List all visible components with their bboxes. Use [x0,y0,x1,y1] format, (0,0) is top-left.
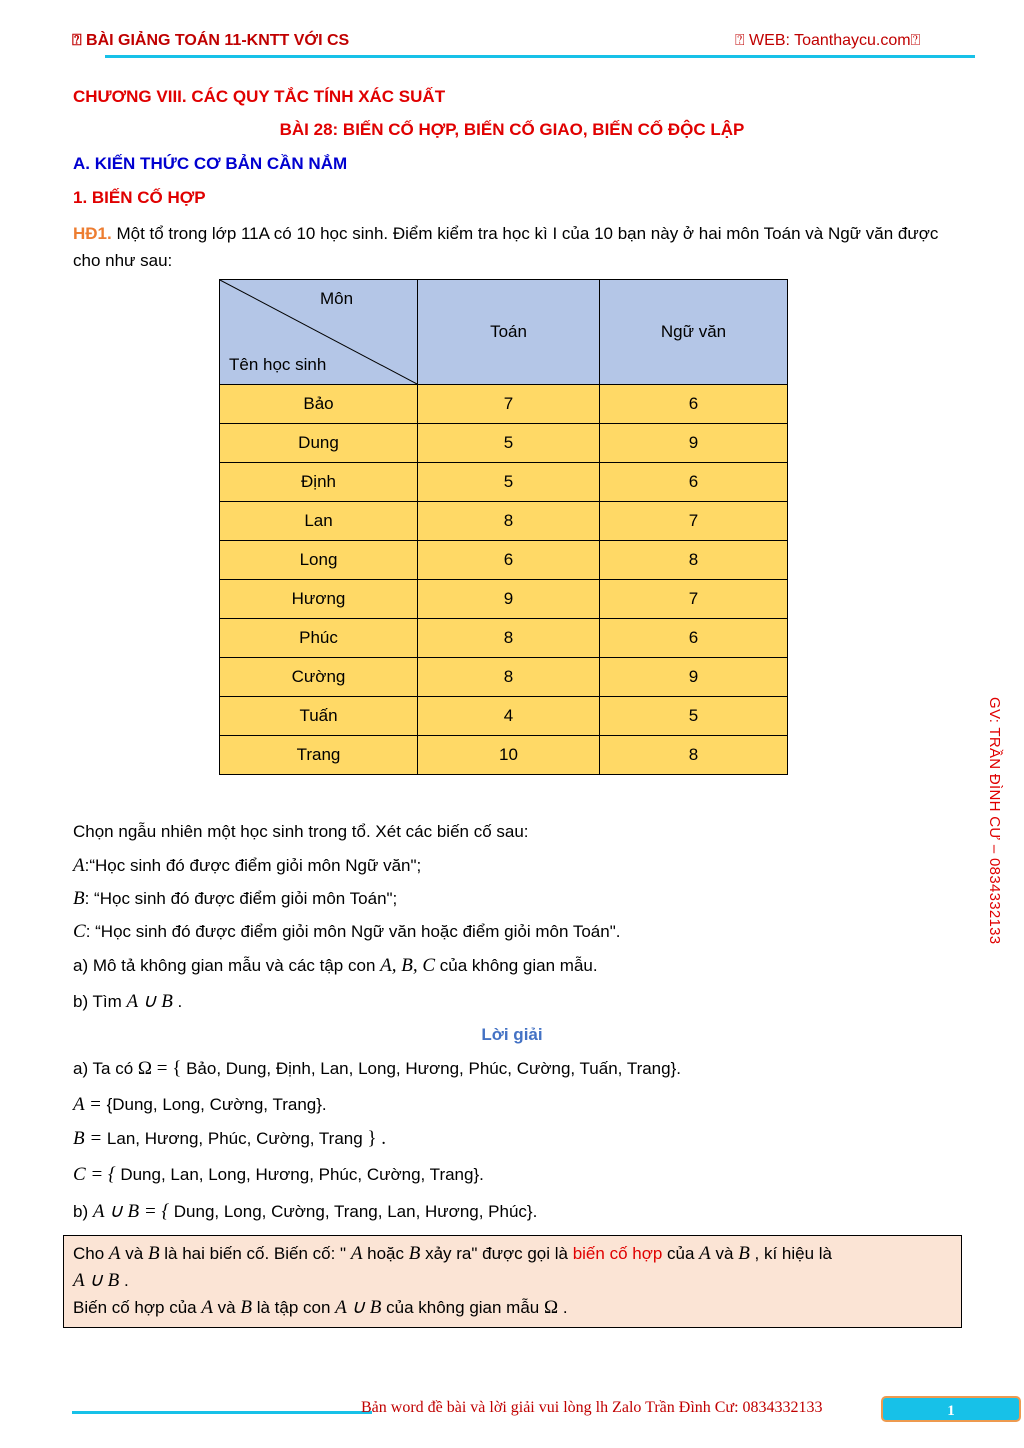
def-symbol: B [240,1297,252,1318]
question-a [73,955,598,977]
van-score: 8 [600,736,788,775]
header-title: ⍰ BÀI GIẢNG TOÁN 11-KNTT VỚI CS [72,32,350,49]
table-row [220,619,788,658]
solution-title: Lời giải [481,1025,543,1044]
column-header-toan: Toán [418,280,600,385]
student-name: Dung [220,424,418,463]
question-a-sets: A, B, C [380,955,436,976]
student-name: Long [220,541,418,580]
def-text: . [119,1271,129,1290]
table-row [220,541,788,580]
toan-score: 8 [418,502,600,541]
union-symbol: A ∪ B = { [92,1201,170,1222]
omega-prefix: a) Ta có [73,1059,138,1078]
student-name: Cường [220,658,418,697]
def-text: là tập con [251,1298,336,1317]
def-symbol: Ω [543,1297,559,1318]
omega-symbol: Ω = { [137,1058,182,1079]
student-name: Tuấn [220,697,418,736]
header-divider [105,55,975,58]
problem-intro: Chọn ngẫu nhiên một học sinh trong tổ. Xét các biến cố sau: [73,822,529,841]
definition-line-2 [73,1267,953,1294]
union-text: Dung, Long, Cường, Trang, Lan, Hương, Phúc}. [169,1202,538,1221]
toan-score: 10 [418,736,600,775]
page-number: 1 [881,1396,1021,1422]
set-b-close: } . [367,1128,387,1149]
toan-score: 7 [418,385,600,424]
set-a-symbol: A = [73,1094,102,1115]
def-text: và [710,1244,739,1263]
definition-line-3 [73,1294,953,1321]
column-header-van: Ngữ văn [600,280,788,385]
def-term: biến cố hợp [572,1244,663,1263]
student-name: Trang [220,736,418,775]
definition-box [63,1235,962,1328]
def-symbol: B [408,1243,421,1264]
table-row [220,658,788,697]
set-a-text: {Dung, Long, Cường, Trang}. [101,1095,327,1114]
van-score: 9 [600,658,788,697]
toan-score: 4 [418,697,600,736]
toan-score: 6 [418,541,600,580]
van-score: 7 [600,580,788,619]
toan-score: 9 [418,580,600,619]
def-text: , kí hiệu là [749,1244,833,1263]
toan-score: 5 [418,463,600,502]
diagonal-header-cell [220,280,418,385]
student-name: Bảo [220,385,418,424]
solution-set-b [73,1128,386,1150]
van-score: 6 [600,385,788,424]
van-score: 6 [600,619,788,658]
question-b [73,990,182,1013]
table-row [220,424,788,463]
def-symbol: A [201,1297,213,1318]
van-score: 8 [600,541,788,580]
van-score: 9 [600,424,788,463]
set-c-text: Dung, Lan, Long, Hương, Phúc, Cường, Trang}. [115,1165,484,1184]
event-c-text: : “Học sinh đó được điểm giỏi môn Ngữ văn hoặc điểm giỏi môn Toán". [85,922,621,941]
chapter-title: CHƯƠNG VIII. CÁC QUY TẮC TÍNH XÁC SUẤT [73,87,446,106]
event-b-text: : “Học sinh đó được điểm giỏi môn Toán"; [84,889,398,908]
event-a [73,855,421,877]
def-text: Cho [73,1244,109,1263]
set-b-text: Lan, Hương, Phúc, Cường, Trang [102,1129,368,1148]
event-b [73,888,397,910]
toan-score: 8 [418,658,600,697]
table-row [220,580,788,619]
activity-label: HĐ1. [73,224,112,243]
header-website: ⍰ WEB: Toanthaycu.com⍰ [735,32,921,49]
def-symbol: B [738,1243,750,1264]
def-symbol: A [108,1243,121,1264]
van-score: 5 [600,697,788,736]
omega-text: Bảo, Dung, Định, Lan, Long, Hương, Phúc, Cường, Tuấn, Trang}. [181,1059,681,1078]
event-b-symbol: B [73,888,85,909]
definition-line-1 [73,1240,953,1267]
solution-set-c [73,1164,484,1186]
toan-score: 5 [418,424,600,463]
def-text: và [120,1244,148,1263]
set-c-symbol: C = { [73,1164,116,1185]
def-symbol: A ∪ B [73,1270,120,1291]
table-row [220,502,788,541]
section-a-heading: A. KIẾN THỨC CƠ BẢN CẦN NẮM [73,154,348,173]
def-text: của không gian mẫu [381,1298,544,1317]
set-b-symbol: B = [73,1128,103,1149]
def-text: . [558,1298,568,1317]
question-a-suffix: của không gian mẫu. [439,956,598,975]
footer-text: Bản word đề bài và lời giải vui lòng lh Zalo Trần Đình Cư: 0834332133 [361,1399,823,1416]
table-row [220,697,788,736]
question-b-expr: A ∪ B [126,991,173,1012]
def-text: hoặc [362,1244,409,1263]
def-symbol: A [699,1243,711,1264]
corner-label-student: Tên học sinh [229,355,327,374]
event-c-symbol: C [73,921,86,942]
event-a-symbol: A [73,855,85,876]
table-row [220,463,788,502]
section-1-heading: 1. BIẾN CỐ HỢP [73,188,206,207]
corner-label-subject: Môn [320,289,354,308]
def-text: và [212,1298,241,1317]
activity-paragraph [73,220,953,274]
student-name: Hương [220,580,418,619]
def-text: của [662,1244,700,1263]
van-score: 6 [600,463,788,502]
lesson-title: BÀI 28: BIẾN CỐ HỢP, BIẾN CỐ GIAO, BIẾN CỐ ĐỘC LẬP [279,120,745,139]
activity-text: Một tổ trong lớp 11A có 10 học sinh. Điểm kiểm tra học kì I của 10 bạn này ở hai môn Toán và Ngữ văn được cho như sau: [73,224,939,270]
table-header-row [220,280,788,385]
def-text: là hai biến cố. Biến cố: " [159,1244,351,1263]
solution-omega [73,1058,681,1080]
scores-table [219,279,788,775]
question-b-suffix: . [172,992,183,1011]
def-text: xảy ra" được gọi là [420,1244,573,1263]
table-row [220,385,788,424]
student-name: Định [220,463,418,502]
event-c [73,921,620,943]
def-text: Biến cố hợp của [73,1298,202,1317]
table-row [220,736,788,775]
event-a-text: :“Học sinh đó được điểm giỏi môn Ngữ văn"; [84,856,422,875]
footer-divider [72,1411,372,1414]
side-author-text: GV: TRẦN ĐÌNH CƯ – 0834332133 [986,697,1003,945]
van-score: 7 [600,502,788,541]
question-a-prefix: a) Mô tả không gian mẫu và các tập con [73,956,381,975]
def-symbol: A ∪ B [335,1297,382,1318]
def-symbol: B [147,1243,160,1264]
question-b-prefix: b) Tìm [73,992,127,1011]
solution-set-a [73,1094,327,1116]
toan-score: 8 [418,619,600,658]
student-name: Phúc [220,619,418,658]
student-name: Lan [220,502,418,541]
union-prefix: b) [73,1202,93,1221]
def-symbol: A [350,1243,363,1264]
solution-union [73,1200,537,1223]
